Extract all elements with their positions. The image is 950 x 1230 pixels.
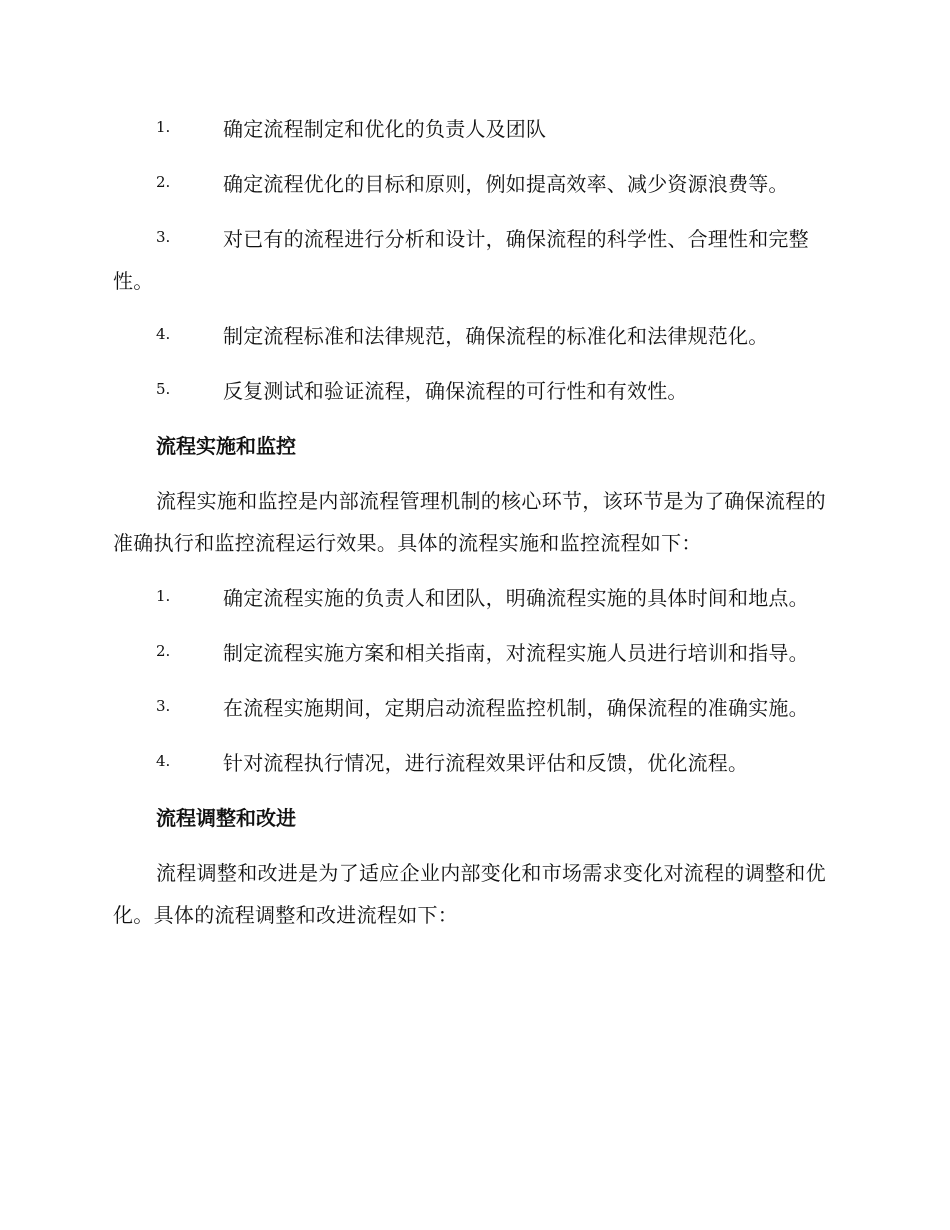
list-number: 1. bbox=[156, 587, 171, 605]
list-item bbox=[113, 632, 835, 674]
list-number: 5. bbox=[156, 380, 171, 398]
list-text: 确定流程实施的负责人和团队，明确流程实施的具体时间和地点。 bbox=[223, 586, 809, 610]
list-item bbox=[113, 687, 835, 729]
list-text: 确定流程优化的目标和原则，例如提高效率、减少资源浪费等。 bbox=[223, 172, 789, 196]
list-item bbox=[113, 742, 835, 784]
list-item bbox=[113, 577, 835, 619]
list-number: 4. bbox=[156, 325, 171, 343]
list-item bbox=[113, 163, 835, 205]
list-item bbox=[113, 218, 835, 302]
list-text: 制定流程实施方案和相关指南，对流程实施人员进行培训和指导。 bbox=[223, 641, 809, 665]
list-number: 1. bbox=[156, 118, 171, 136]
list-text: 反复测试和验证流程，确保流程的可行性和有效性。 bbox=[223, 379, 688, 403]
list-text: 针对流程执行情况，进行流程效果评估和反馈，优化流程。 bbox=[223, 751, 749, 775]
list-text: 制定流程标准和法律规范，确保流程的标准化和法律规范化。 bbox=[223, 324, 769, 348]
list-number: 4. bbox=[156, 752, 171, 770]
list-text: 在流程实施期间，定期启动流程监控机制，确保流程的准确实施。 bbox=[223, 696, 809, 720]
list-number: 2. bbox=[156, 173, 171, 191]
section-paragraph: 流程实施和监控是内部流程管理机制的核心环节，该环节是为了确保流程的准确执行和监控流程运行效果。具体的流程实施和监控流程如下： bbox=[113, 489, 826, 555]
section-heading: 流程调整和改进 bbox=[156, 806, 296, 830]
section-heading: 流程实施和监控 bbox=[156, 434, 296, 458]
list-item bbox=[113, 108, 835, 150]
list-text: 对已有的流程进行分析和设计，确保流程的科学性、合理性和完整性。 bbox=[113, 227, 809, 293]
document-content bbox=[113, 108, 835, 936]
list-number: 2. bbox=[156, 642, 171, 660]
section-paragraph: 流程调整和改进是为了适应企业内部变化和市场需求变化对流程的调整和优化。具体的流程调整和改进流程如下： bbox=[113, 861, 826, 927]
list-item bbox=[113, 370, 835, 412]
list-number: 3. bbox=[156, 228, 171, 246]
list-item bbox=[113, 315, 835, 357]
list-text: 确定流程制定和优化的负责人及团队 bbox=[223, 117, 547, 141]
list-number: 3. bbox=[156, 697, 171, 715]
